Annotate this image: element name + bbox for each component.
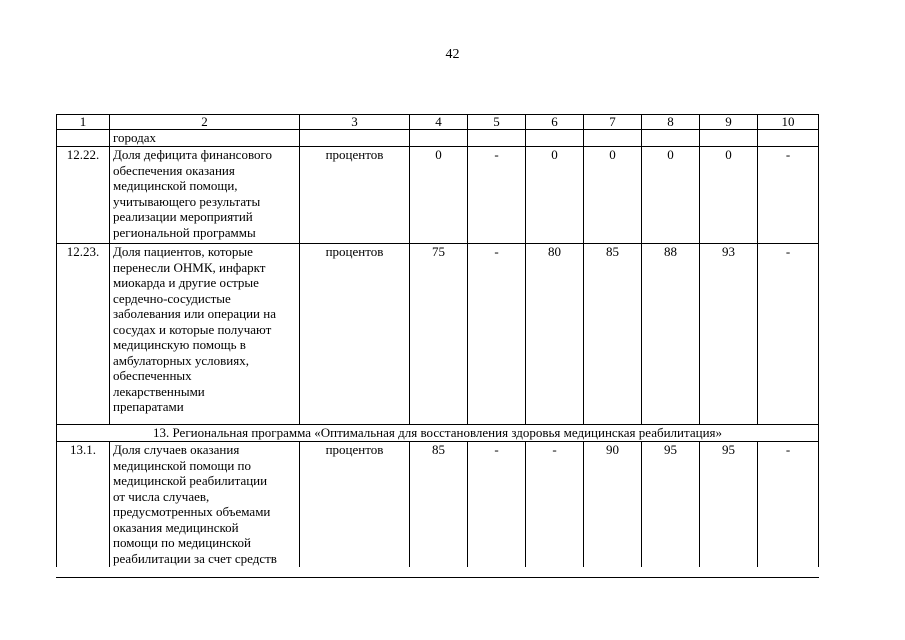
value-cell: 88: [642, 244, 700, 425]
unit-cell: процентов: [300, 442, 410, 568]
value-cell: -: [468, 244, 526, 425]
table-row: [57, 244, 819, 425]
indicator-name-cell: Доля случаев оказания медицинской помощи по медицинской реабилитации от числа случаев, предусмотренных объемами оказания медицинской помощи по медицинской реабилитации за счет средств: [110, 442, 300, 568]
value-cell: 85: [584, 244, 642, 425]
table-header-row: [57, 115, 819, 130]
value-cell: -: [758, 442, 819, 568]
value-cell: [526, 130, 584, 147]
value-cell: -: [526, 442, 584, 568]
header-cell: 1: [57, 115, 110, 130]
value-cell: 0: [526, 147, 584, 244]
value-cell: [642, 130, 700, 147]
indicator-name-cell: городах: [110, 130, 300, 147]
indicators-table: [56, 114, 819, 567]
header-cell: 6: [526, 115, 584, 130]
value-cell: [758, 130, 819, 147]
section-heading-row: [57, 425, 819, 442]
header-cell: 2: [110, 115, 300, 130]
unit-cell: [300, 130, 410, 147]
value-cell: -: [758, 147, 819, 244]
table-bottom-border: [56, 577, 819, 578]
value-cell: 0: [700, 147, 758, 244]
header-cell: 10: [758, 115, 819, 130]
value-cell: 0: [642, 147, 700, 244]
table-row-continuation: [57, 130, 819, 147]
value-cell: -: [758, 244, 819, 425]
row-number-cell: 13.1.: [57, 442, 110, 568]
row-number-cell: [57, 130, 110, 147]
value-cell: 80: [526, 244, 584, 425]
table-row: [57, 147, 819, 244]
header-cell: 4: [410, 115, 468, 130]
indicator-name-cell: Доля пациентов, которые перенесли ОНМК, инфаркт миокарда и другие острые сердечно-сосудистые заболевания или операции на сосудах и которые получают медицинскую помощь в амбулаторных условиях, обеспеченных лекарственными препаратами: [110, 244, 300, 425]
header-cell: 5: [468, 115, 526, 130]
unit-cell: процентов: [300, 244, 410, 425]
value-cell: [410, 130, 468, 147]
table-row: [57, 442, 819, 568]
value-cell: 93: [700, 244, 758, 425]
page-number: 42: [445, 47, 460, 62]
value-cell: 0: [410, 147, 468, 244]
row-number-cell: 12.22.: [57, 147, 110, 244]
header-cell: 8: [642, 115, 700, 130]
value-cell: 85: [410, 442, 468, 568]
value-cell: -: [468, 442, 526, 568]
unit-cell: процентов: [300, 147, 410, 244]
value-cell: [700, 130, 758, 147]
section-heading: 13. Региональная программа «Оптимальная для восстановления здоровья медицинская реабилитация»: [57, 425, 819, 442]
header-cell: 7: [584, 115, 642, 130]
value-cell: 95: [700, 442, 758, 568]
header-cell: 3: [300, 115, 410, 130]
value-cell: 75: [410, 244, 468, 425]
row-number-cell: 12.23.: [57, 244, 110, 425]
indicator-name-cell: Доля дефицита финансового обеспечения оказания медицинской помощи, учитывающего результаты реализации мероприятий региональной программы: [110, 147, 300, 244]
value-cell: [468, 130, 526, 147]
value-cell: 95: [642, 442, 700, 568]
value-cell: -: [468, 147, 526, 244]
header-cell: 9: [700, 115, 758, 130]
value-cell: 90: [584, 442, 642, 568]
value-cell: [584, 130, 642, 147]
value-cell: 0: [584, 147, 642, 244]
